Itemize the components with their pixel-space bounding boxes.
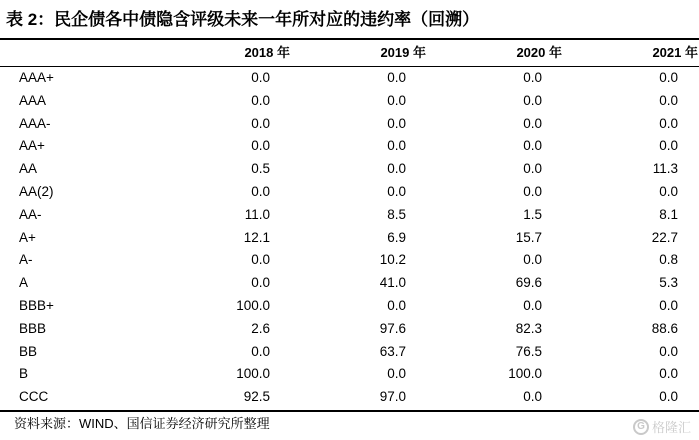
rating-label: A+: [19, 229, 36, 245]
rating-label: AA-: [19, 206, 42, 222]
default-rate-cell: 92.5: [243, 389, 270, 405]
rating-label: AA(2): [19, 183, 54, 199]
default-rate-cell: 22.7: [651, 229, 678, 245]
table-row: [0, 363, 699, 386]
default-rate-cell: 0.0: [659, 70, 678, 85]
default-rate-cell: 0.0: [523, 252, 542, 268]
default-rate-cell: 0.0: [659, 115, 678, 131]
default-rate-cell: 0.0: [659, 92, 678, 108]
default-rate-cell: 0.0: [387, 297, 406, 313]
default-rate-cell: 0.0: [659, 183, 678, 199]
default-rate-cell: 100.0: [236, 366, 270, 382]
table-row: [0, 113, 699, 136]
table-row: [0, 272, 699, 295]
default-rate-cell: 0.0: [659, 138, 678, 154]
default-rate-cell: 0.0: [387, 92, 406, 108]
default-rate-cell: 0.0: [387, 138, 406, 154]
default-rate-cell: 0.0: [251, 115, 270, 131]
rating-label: AA: [19, 161, 38, 177]
table-row: [0, 227, 699, 250]
default-rate-cell: 0.0: [387, 366, 406, 382]
table-row: [0, 386, 699, 409]
rating-label: BBB+: [19, 297, 54, 313]
default-rate-cell: 82.3: [515, 320, 542, 336]
default-rate-cell: 97.6: [379, 320, 406, 336]
rating-label: AAA+: [19, 70, 54, 85]
default-rate-cell: 0.5: [251, 161, 270, 177]
table-row: [0, 67, 699, 90]
rating-label: A: [19, 275, 29, 291]
default-rate-cell: 0.0: [251, 138, 270, 154]
default-rate-cell: 10.2: [379, 252, 406, 268]
default-rate-cell: 8.1: [659, 206, 678, 222]
table-row: [0, 90, 699, 113]
default-rate-cell: 0.8: [659, 252, 678, 268]
default-rate-cell: 2.6: [251, 320, 270, 336]
default-rate-cell: 0.0: [251, 70, 270, 85]
default-rate-cell: 11.0: [244, 206, 270, 222]
table-row: [0, 341, 699, 364]
default-rate-cell: 41.0: [379, 275, 406, 291]
default-rate-cell: 88.6: [651, 320, 678, 336]
default-rate-cell: 0.0: [659, 343, 678, 359]
table-body: [0, 67, 699, 409]
default-rate-cell: 0.0: [523, 389, 542, 405]
table-title: 表 2：民企债各中债隐含评级未来一年所对应的违约率（回溯）: [6, 10, 480, 29]
default-rate-cell: 0.0: [251, 252, 270, 268]
default-rate-cell: 0.0: [523, 297, 542, 313]
default-rate-cell: 0.0: [659, 389, 678, 405]
default-rate-cell: 8.5: [387, 206, 406, 222]
column-header-2020: 2020 年: [516, 45, 562, 60]
default-rate-cell: 0.0: [659, 366, 678, 382]
default-rate-cell: 6.9: [387, 229, 406, 245]
rating-label: CCC: [19, 389, 49, 405]
rating-label: A-: [19, 252, 33, 268]
rating-label: B: [19, 366, 29, 382]
default-rate-cell: 100.0: [508, 366, 542, 382]
table-row: [0, 295, 699, 318]
default-rate-cell: 0.0: [523, 138, 542, 154]
table-row: [0, 158, 699, 181]
default-rate-cell: 0.0: [251, 343, 270, 359]
default-rate-cell: 0.0: [387, 70, 406, 85]
column-header-2018: 2018 年: [244, 45, 290, 60]
table-row: [0, 318, 699, 341]
default-rate-cell: 5.3: [659, 275, 678, 291]
default-rate-cell: 0.0: [387, 115, 406, 131]
default-rate-cell: 0.0: [523, 92, 542, 108]
default-rate-cell: 0.0: [387, 183, 406, 199]
table-row: [0, 181, 699, 204]
default-rate-cell: 76.5: [515, 343, 542, 359]
default-rate-cell: 0.0: [523, 115, 542, 131]
default-rate-cell: 0.0: [387, 161, 406, 177]
watermark-text: 格隆汇: [651, 420, 691, 435]
column-header-2019: 2019 年: [380, 45, 426, 60]
column-header-2021: 2021 年: [652, 45, 698, 60]
default-rate-cell: 15.7: [515, 229, 542, 245]
bottom-rule: [0, 410, 699, 412]
default-rate-cell: 0.0: [251, 183, 270, 199]
rating-label: BB: [19, 343, 38, 359]
rating-label: AA+: [19, 138, 45, 154]
default-rate-cell: 69.6: [515, 275, 542, 291]
default-rate-cell: 11.3: [652, 161, 678, 177]
rating-label: BBB: [19, 320, 47, 336]
default-rate-cell: 0.0: [523, 183, 542, 199]
default-rate-cell: 0.0: [523, 161, 542, 177]
table-row: [0, 204, 699, 227]
default-rate-cell: 63.7: [379, 343, 406, 359]
default-rate-cell: 0.0: [523, 70, 542, 85]
watermark: [633, 417, 691, 436]
default-rate-cell: 100.0: [236, 297, 270, 313]
source-note: 资料来源：WIND、国信证券经济研究所整理: [14, 416, 270, 431]
default-rate-cell: 0.0: [251, 92, 270, 108]
default-rate-cell: 0.0: [659, 297, 678, 313]
default-rate-cell: 0.0: [251, 275, 270, 291]
default-rate-cell: 97.0: [379, 389, 406, 405]
rating-label: AAA: [19, 92, 47, 108]
table-row: [0, 135, 699, 158]
top-rule: [0, 38, 699, 40]
table-row: [0, 249, 699, 272]
default-rate-cell: 1.5: [523, 206, 542, 222]
rating-label: AAA-: [19, 115, 51, 131]
gelonghui-logo-icon: G: [633, 419, 649, 435]
default-rate-cell: 12.1: [243, 229, 270, 245]
